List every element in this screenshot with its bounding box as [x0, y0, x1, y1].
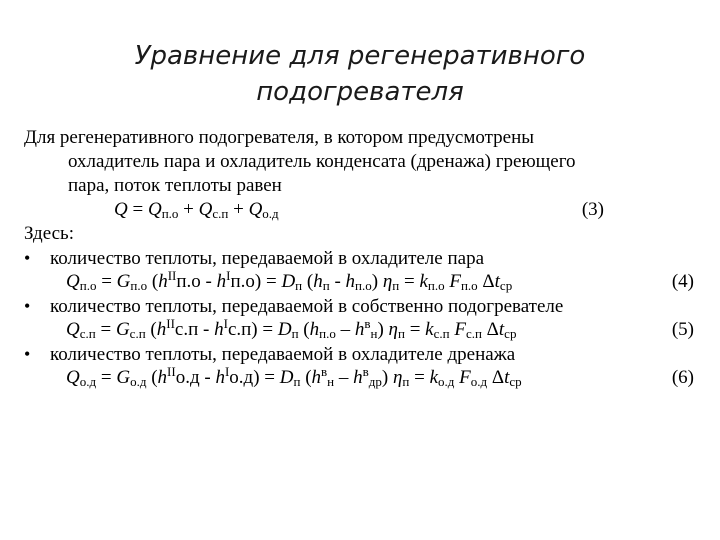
eq5-eta-sub: п — [397, 326, 405, 341]
eq4-t2: ( — [147, 271, 159, 292]
eq6-d: D — [279, 367, 294, 388]
eq6-t4: ) = — [253, 367, 280, 388]
bullet-text-3: количество теплоты, передаваемой в охладителе дренажа — [50, 344, 516, 365]
eq3-q1: Q — [147, 199, 162, 220]
eq4-h3-sub: п — [322, 278, 330, 293]
eq4-t7: ) — [371, 271, 383, 292]
slide-body — [24, 126, 704, 390]
eq5-h1-sup: II — [166, 316, 175, 331]
eq6-d-sub: п — [293, 374, 301, 389]
eq5-h2-sub: с.п — [227, 319, 252, 340]
eq4-t5: ( — [302, 271, 314, 292]
eq4-q: Q — [66, 271, 80, 292]
eq5-f: F — [454, 319, 466, 340]
eq6-h2-sub: о.д — [229, 367, 254, 388]
bullet-item-1 — [24, 246, 704, 270]
eq5-h4-sup: в — [364, 316, 371, 331]
eq6-h3-sub: н — [327, 374, 335, 389]
eq6-h4: h — [353, 367, 363, 388]
eq5-t1: = — [95, 319, 116, 340]
eq6-h4-sup: в — [362, 364, 369, 379]
eq6-k-sub: о.д — [438, 374, 455, 389]
eq6-delta: Δ — [487, 367, 505, 388]
eq6-t3: - — [199, 367, 216, 388]
eq4-t3: - — [200, 271, 217, 292]
eq3-q3: Q — [248, 199, 263, 220]
eq4-t6: - — [329, 271, 346, 292]
eq3-q3-sub: о.д — [262, 206, 279, 221]
eq6-eta: η — [392, 367, 403, 388]
bullet-text-1: количество теплоты, передаваемой в охладителе пара — [50, 248, 485, 269]
eq6-eta-sub: п — [402, 374, 410, 389]
eq5-h4: h — [354, 319, 365, 340]
eq4-h2-sub: п.о — [230, 271, 255, 292]
eq5-t-sub: ср — [504, 326, 517, 341]
eq5-h1-sub: с.п — [174, 319, 199, 340]
equation-number-3: (3) — [581, 199, 604, 220]
eq4-h1-sup: II — [167, 268, 177, 283]
eq6-t8: = — [409, 367, 430, 388]
eq5-eta: η — [388, 319, 398, 340]
eq5-t: t — [498, 319, 505, 340]
eq4-eta: η — [382, 271, 393, 292]
equation-4 — [24, 270, 704, 294]
eq5-t6: – — [335, 319, 355, 340]
title-line-2: подогревателя — [256, 77, 464, 107]
bullet-text-2: количество теплоты, передаваемой в собственно подогревателе — [50, 296, 564, 317]
eq4-h4-sub: п.о — [355, 278, 372, 293]
eq5-delta: Δ — [481, 319, 499, 340]
here-label: Здесь: — [24, 223, 74, 244]
eq5-f-sub: с.п — [465, 326, 482, 341]
eq5-h3-sub: п.о — [319, 326, 336, 341]
eq3-q2: Q — [198, 199, 213, 220]
eq6-t6: – — [334, 367, 354, 388]
eq6-k: k — [429, 367, 439, 388]
eq6-t1: = — [96, 367, 117, 388]
eq6-h4-sub: др — [368, 374, 382, 389]
eq6-t: t — [504, 367, 510, 388]
eq3-q2-sub: с.п — [212, 206, 229, 221]
eq3-equals: = — [127, 199, 148, 220]
title-line-1: Уравнение для регенеративного — [134, 41, 586, 71]
eq6-f: F — [459, 367, 471, 388]
eq4-t4: ) = — [254, 271, 282, 292]
eq6-t-sub: ср — [509, 374, 522, 389]
bullet-icon: • — [24, 344, 31, 364]
eq6-h1: h — [157, 367, 168, 388]
eq6-h2-sup: I — [224, 364, 230, 379]
equation-number-6: (6) — [671, 367, 694, 388]
intro-line-1: Для регенеративного подогревателя, в котором предусмотрены — [24, 127, 535, 148]
eq4-t-sub: ср — [499, 278, 513, 293]
eq6-t7: ) — [381, 367, 393, 388]
eq6-t5: ( — [300, 367, 312, 388]
eq4-t1: = — [96, 271, 117, 292]
eq4-d-sub: п — [295, 278, 303, 293]
eq6-g: G — [116, 367, 131, 388]
equation-number-5: (5) — [671, 319, 694, 340]
eq3-plus2: + — [228, 199, 249, 220]
eq4-h2: h — [216, 271, 227, 292]
eq5-t2: ( — [145, 319, 157, 340]
eq5-h2-sup: I — [223, 316, 228, 331]
eq6-h3-sup: в — [321, 364, 328, 379]
eq4-h1-sub: п.о — [176, 271, 201, 292]
equation-6 — [24, 366, 704, 390]
eq6-q-sub: о.д — [79, 374, 97, 389]
intro-line-2: охладитель пара и охладитель конденсата (дренажа) греющего — [68, 151, 576, 172]
eq5-q-sub: с.п — [79, 326, 96, 341]
bullet-item-2 — [24, 294, 704, 318]
eq6-h1-sup: II — [167, 364, 176, 379]
slide-title — [0, 38, 720, 110]
eq4-f: F — [449, 271, 461, 292]
eq4-h4: h — [345, 271, 356, 292]
eq5-h1: h — [156, 319, 167, 340]
eq5-h3: h — [309, 319, 320, 340]
eq5-g: G — [115, 319, 130, 340]
eq3-q: Q — [114, 199, 128, 220]
eq4-k-sub: п.о — [427, 278, 445, 293]
bullet-item-3 — [24, 342, 704, 366]
bullet-icon: • — [24, 248, 31, 268]
bullet-icon: • — [24, 296, 31, 316]
eq6-f-sub: о.д — [470, 374, 488, 389]
eq4-k: k — [419, 271, 428, 292]
eq5-k-sub: с.п — [433, 326, 450, 341]
eq4-q-sub: п.о — [79, 278, 97, 293]
eq6-h3: h — [311, 367, 322, 388]
eq5-k: k — [425, 319, 434, 340]
equation-5 — [24, 318, 704, 342]
eq5-d-sub: п — [291, 326, 299, 341]
eq5-t8: = — [404, 319, 426, 340]
eq5-t7: ) — [377, 319, 389, 340]
eq4-t8: = — [399, 271, 420, 292]
equation-3 — [24, 198, 704, 222]
eq4-g: G — [116, 271, 131, 292]
eq5-h2: h — [214, 319, 224, 340]
eq5-h4-sub: н — [370, 326, 378, 341]
eq6-h1-sub: о.д — [175, 367, 200, 388]
eq6-h2: h — [215, 367, 225, 388]
eq5-q: Q — [66, 319, 80, 340]
eq4-d: D — [281, 271, 296, 292]
eq6-t2: ( — [146, 367, 158, 388]
eq4-eta-sub: п — [392, 278, 400, 293]
eq4-t: t — [494, 271, 500, 292]
eq3-plus1: + — [178, 199, 199, 220]
eq6-q: Q — [66, 367, 80, 388]
intro-line-3: пара, поток теплоты равен — [68, 175, 282, 196]
eq4-delta: Δ — [477, 271, 495, 292]
eq4-h3: h — [313, 271, 323, 292]
eq5-d: D — [277, 319, 292, 340]
eq4-f-sub: п.о — [460, 278, 478, 293]
eq4-g-sub: п.о — [130, 278, 148, 293]
eq5-t3: - — [198, 319, 215, 340]
eq6-g-sub: о.д — [130, 374, 147, 389]
eq3-q1-sub: п.о — [161, 206, 179, 221]
eq5-t4: ) = — [251, 319, 278, 340]
eq5-g-sub: с.п — [129, 326, 146, 341]
eq4-h2-sup: I — [226, 268, 231, 283]
eq4-h1: h — [158, 271, 168, 292]
eq5-t5: ( — [298, 319, 310, 340]
equation-number-4: (4) — [671, 271, 694, 292]
